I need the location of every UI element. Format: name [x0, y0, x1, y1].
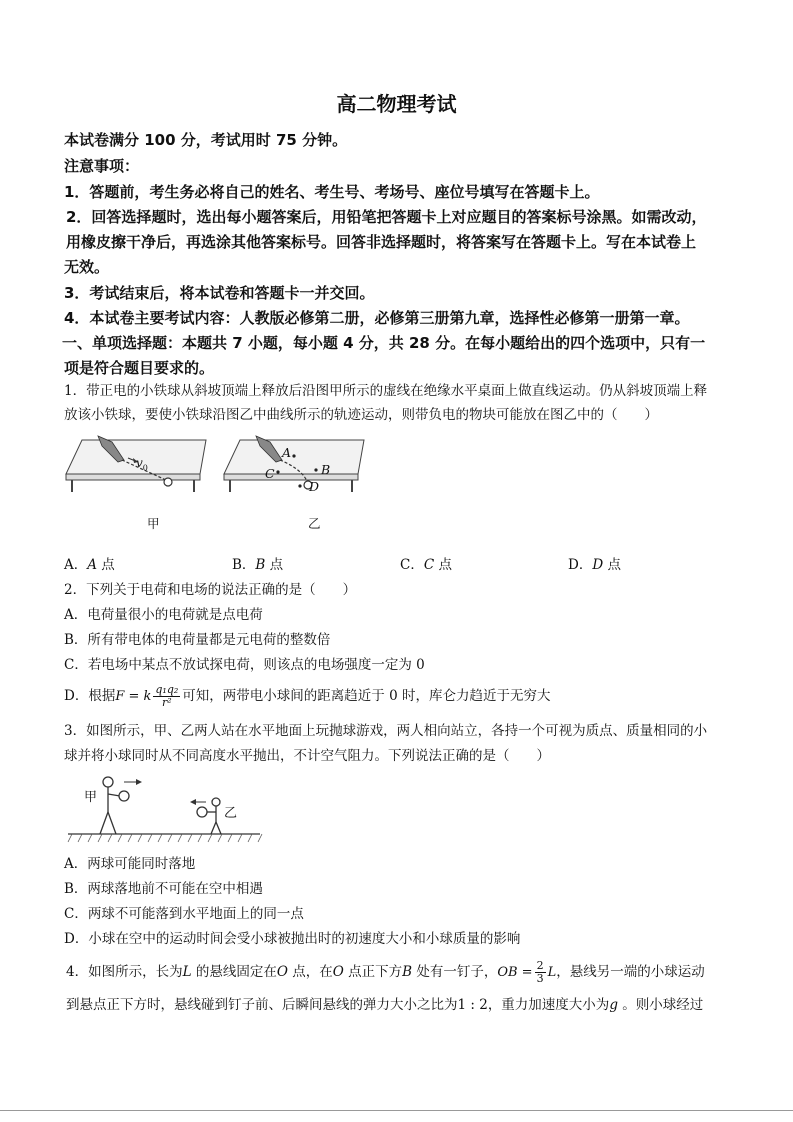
notice-3: 3．考试结束后，将本试卷和答题卡一并交回。 — [64, 284, 375, 302]
q3-stem-line2: 球并将小球同时从不同高度水平抛出，不计空气阻力。下列说法正确的是（ ） — [64, 748, 550, 764]
q4-stem-line2: 到悬点正下方时，悬线碰到钉子前、后瞬间悬线的弹力大小之比为1 : 2，重力加速度大小为g 。则小球经过 — [66, 997, 704, 1013]
notice-2-line1: 2．回答选择题时，选出每小题答案后，用铅笔把答题卡上对应题目的答案标号涂黑。如需改动， — [66, 208, 707, 226]
notice-4: 4．本试卷主要考试内容：人教版必修第二册，必修第三册第九章，选择性必修第一册第一章。 — [64, 309, 690, 327]
q1-option-a[interactable]: A．A 点 — [64, 557, 115, 573]
section-1-heading-line1: 一、单项选择题：本题共 7 小题，每小题 4 分，共 28 分。在每小题给出的四个选项中，只有一 — [62, 334, 706, 352]
q3-stem-line1: 3．如图所示，甲、乙两人站在水平地面上玩抛球游戏，两人相向站立，各持一个可视为质点、质量相同的小 — [64, 723, 708, 739]
q1-point-C: C — [265, 466, 275, 481]
q3-option-b[interactable]: B．两球落地前不可能在空中相遇 — [64, 881, 263, 897]
q1-option-c[interactable]: C．C 点 — [400, 557, 452, 573]
q1-yi-label: 乙 — [308, 516, 321, 531]
q1-stem-line1: 1．带正电的小铁球从斜坡顶端上释放后沿图甲所示的虚线在绝缘水平桌面上做直线运动。仍从斜坡顶端上释 — [64, 383, 708, 399]
q2-option-a[interactable]: A．电荷量很小的电荷就是点电荷 — [64, 607, 263, 623]
notice-2-line3: 无效。 — [64, 258, 110, 276]
q2-stem: 2．下列关于电荷和电场的说法正确的是（ ） — [64, 582, 357, 598]
q1-figure-yi — [220, 432, 370, 494]
notice-2-line2: 用橡皮擦干净后，再选涂其他答案标号。回答非选择题时，将答案写在答题卡上。写在本试卷上 — [66, 233, 697, 251]
q4-stem-line1: 4．如图所示，长为L 的悬线固定在O 点，在O 点正下方B 处有一钉子，OB = $\frac{2}{3}$ L，悬线另一端的小球运动 — [66, 959, 705, 985]
ob-equation: OB = $\frac{2}{3}$ L — [497, 959, 557, 985]
q3-option-d[interactable]: D．小球在空中的运动时间会受小球被抛出时的初速度大小和小球质量的影响 — [64, 931, 521, 947]
q2-option-c[interactable]: C．若电场中某点不放试探电荷，则该点的电场强度一定为 0 — [64, 657, 425, 673]
q3-option-a[interactable]: A．两球可能同时落地 — [64, 856, 196, 872]
q1-point-B: B — [321, 462, 331, 477]
q1-option-b[interactable]: B．B 点 — [232, 557, 284, 573]
q3-jia-label: 甲 — [84, 790, 98, 805]
page-title: 高二物理考试 — [336, 92, 457, 116]
exam-info: 本试卷满分 100 分，考试用时 75 分钟。 — [64, 131, 348, 149]
section-1-heading-line2: 项是符合题目要求的。 — [64, 359, 215, 377]
q1-v0-label: $v_0$ — [136, 456, 148, 473]
q2-option-d[interactable]: D．根据F = k $\frac{\text{q₁q₂}}{\text{r²}}$ 可知，两带电小球间的距离趋近于 0 时，库仑力趋近于无穷大 — [64, 683, 551, 709]
page-bottom-rule — [0, 1110, 793, 1111]
q3-yi-label: 乙 — [224, 806, 238, 821]
q1-point-A: A — [282, 445, 292, 460]
q2-option-b[interactable]: B．所有带电体的电荷量都是元电荷的整数倍 — [64, 632, 331, 648]
q1-jia-label: 甲 — [147, 516, 160, 531]
q1-point-D: D — [309, 479, 320, 494]
notice-1: 1．答题前，考生务必将自己的姓名、考生号、考场号、座位号填写在答题卡上。 — [64, 183, 600, 201]
coulomb-formula: F = k $\frac{\text{q₁q₂}}{\text{r²}}$ — [115, 683, 179, 709]
q1-option-d[interactable]: D．D 点 — [568, 557, 621, 573]
q1-stem-line2: 放该小铁球，要使小铁球沿图乙中曲线所示的轨迹运动，则带负电的物块可能放在图乙中的（ ） — [64, 407, 658, 423]
notice-title: 注意事项： — [64, 157, 140, 175]
q3-option-c[interactable]: C．两球不可能落到水平地面上的同一点 — [64, 906, 304, 922]
